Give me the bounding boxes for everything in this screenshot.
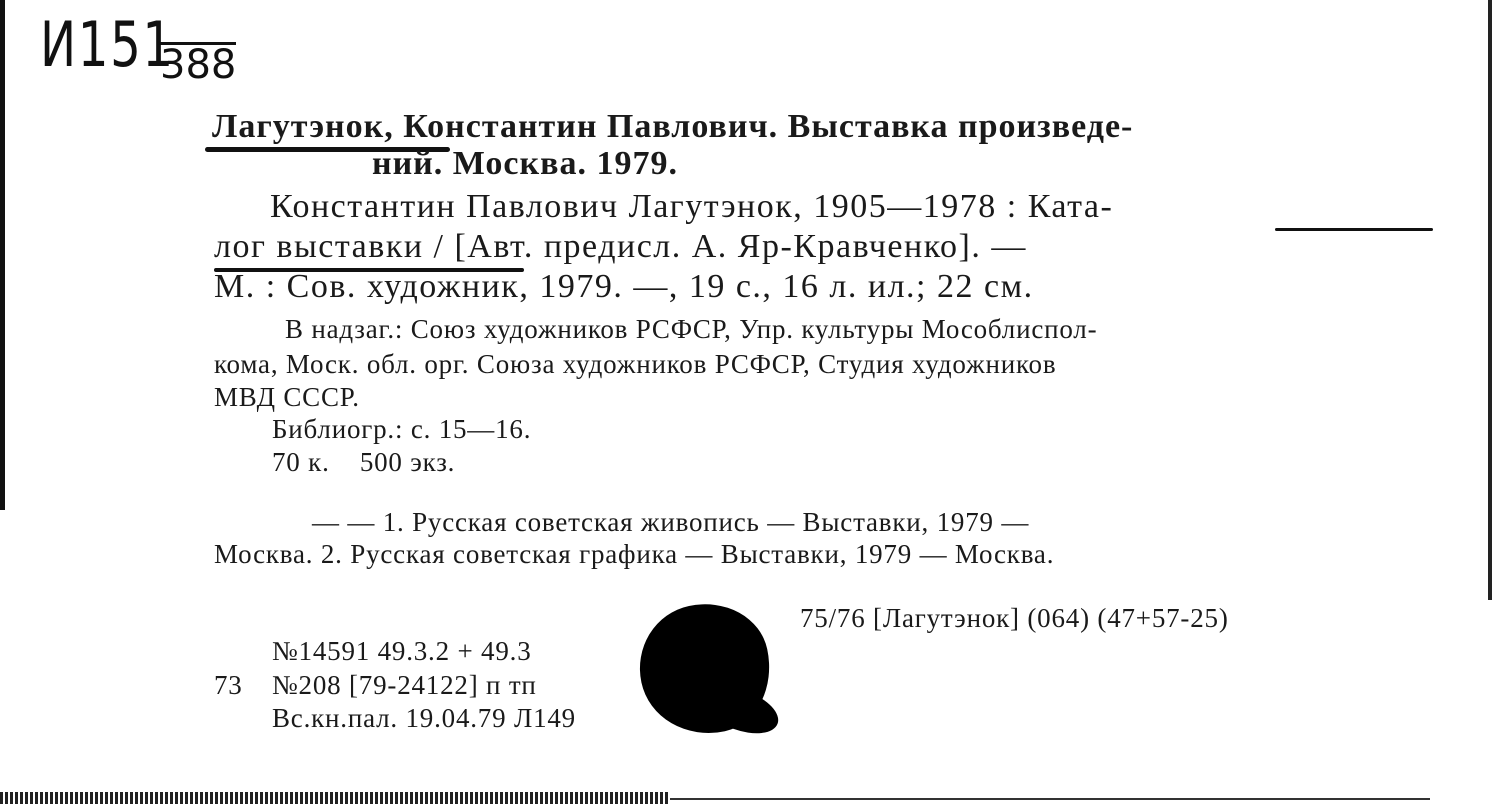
- pen-underline-title-end: [1275, 228, 1433, 231]
- catalog-number-line-2: №208 [79-24122] п тп: [272, 670, 537, 700]
- card-bottom-edge: [0, 792, 670, 804]
- catalog-number-line-1: №14591 49.3.2 + 49.3: [272, 636, 532, 666]
- entry-title-line-1: Константин Павлович Лагутэнок, 1905—1978 : Ката-: [270, 188, 1114, 225]
- handwritten-call-number-sub: 388: [160, 42, 237, 88]
- card-left-edge: [0, 0, 5, 510]
- entry-heading-line-2: ний. Москва. 1979.: [372, 145, 678, 182]
- catalog-number-prefix: 73: [214, 670, 243, 700]
- entry-title-line-3: М. : Сов. художник, 1979. —, 19 с., 16 л. ил.; 22 см.: [214, 268, 1034, 305]
- entry-bibliography: Библиогр.: с. 15—16.: [272, 414, 532, 444]
- entry-note-line-3: МВД СССР.: [214, 382, 360, 412]
- entry-heading-line-1: Лагутэнок, Константин Павлович. Выставка произведе-: [212, 108, 1134, 145]
- entry-classification: 75/76 [Лагутэнок] (064) (47+57-25): [800, 603, 1229, 633]
- entry-subjects-line-1: — — 1. Русская советская живопись — Выставки, 1979 —: [312, 507, 1030, 537]
- card-bottom-rule: [670, 798, 1430, 800]
- entry-note-line-2: кома, Моск. обл. орг. Союза художников РСФСР, Студия художников: [214, 349, 1057, 379]
- entry-subjects-line-2: Москва. 2. Русская советская графика — Выставки, 1979 — Москва.: [214, 539, 1055, 569]
- entry-price: 70 к. 500 экз.: [272, 447, 456, 477]
- handwritten-call-number: И151: [40, 8, 175, 81]
- catalog-number-line-3: Вс.кн.пал. 19.04.79 Л149: [272, 703, 576, 733]
- entry-title-line-2: лог выставки / [Авт. предисл. А. Яр-Кравченко]. —: [214, 228, 1027, 265]
- card-right-edge: [1488, 0, 1492, 600]
- entry-note-line-1: В надзаг.: Союз художников РСФСР, Упр. культуры Мособлиспол-: [285, 314, 1098, 344]
